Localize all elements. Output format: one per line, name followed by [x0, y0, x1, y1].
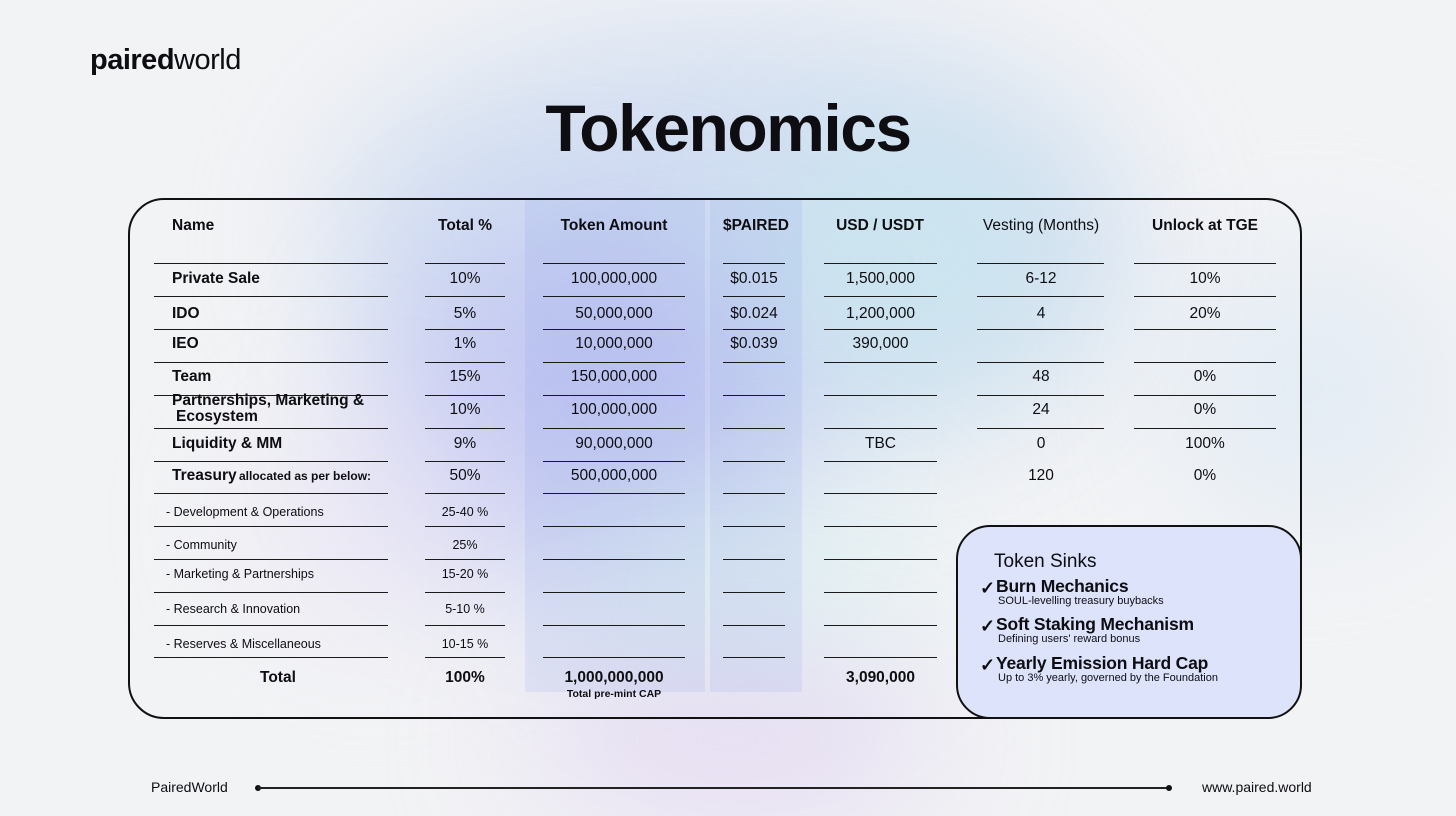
row-vesting: 24	[1032, 401, 1050, 418]
row-divider	[977, 329, 1104, 330]
row-divider	[154, 526, 388, 527]
row-unlock: 20%	[1189, 305, 1221, 322]
header-name: Name	[172, 217, 215, 234]
row-divider	[425, 592, 505, 593]
sink-desc-staking: Defining users' reward bonus	[998, 633, 1141, 645]
row-divider	[723, 428, 785, 429]
treasury-item-name: - Community	[166, 538, 237, 552]
total-pct: 100%	[445, 669, 485, 686]
row-total-pct: 50%	[449, 467, 481, 484]
row-name-line2: Ecosystem	[176, 408, 258, 425]
row-divider	[154, 592, 388, 593]
row-divider	[425, 526, 505, 527]
row-divider	[723, 625, 785, 626]
row-divider	[425, 395, 505, 396]
row-divider	[723, 559, 785, 560]
row-divider	[824, 296, 937, 297]
row-vesting: 4	[1036, 305, 1046, 322]
row-name: Treasury	[172, 467, 237, 484]
row-divider	[543, 592, 685, 593]
row-divider	[723, 296, 785, 297]
row-name: IDO	[172, 305, 200, 322]
row-divider	[723, 362, 785, 363]
sink-heading-staking: Soft Staking Mechanism	[996, 614, 1194, 634]
treasury-item-name: - Development & Operations	[166, 505, 324, 519]
token-sinks-title: Token Sinks	[994, 551, 1097, 572]
row-divider	[543, 526, 685, 527]
row-total-pct: 1%	[453, 335, 477, 352]
row-divider	[154, 625, 388, 626]
sink-desc-emission: Up to 3% yearly, governed by the Foundation	[998, 672, 1218, 684]
row-divider	[154, 329, 388, 330]
row-divider	[723, 493, 785, 494]
row-total-pct: 15%	[449, 368, 481, 385]
row-unlock: 10%	[1189, 270, 1221, 287]
treasury-item-name: - Research & Innovation	[166, 602, 301, 616]
row-divider	[154, 428, 388, 429]
sink-desc-burn: SOUL-levelling treasury buybacks	[998, 595, 1164, 607]
row-divider	[543, 263, 685, 264]
row-token-amount: 500,000,000	[570, 467, 658, 484]
treasury-item-pct: 25-40 %	[441, 505, 489, 519]
row-divider	[543, 329, 685, 330]
row-divider	[154, 263, 388, 264]
row-vesting: 120	[1028, 467, 1054, 484]
row-divider	[824, 395, 937, 396]
treasury-item-pct: 10-15 %	[441, 637, 489, 651]
row-divider	[977, 263, 1104, 264]
row-total-pct: 10%	[449, 270, 481, 287]
row-token-amount: 100,000,000	[570, 270, 658, 287]
row-vesting: 6-12	[1025, 270, 1057, 287]
footer-url[interactable]: www.paired.world	[1202, 779, 1312, 795]
treasury-item-pct: 15-20 %	[441, 567, 489, 581]
row-divider	[154, 559, 388, 560]
footer-dot-right	[1166, 785, 1172, 791]
row-divider	[824, 329, 937, 330]
row-divider	[723, 395, 785, 396]
row-divider	[977, 428, 1104, 429]
row-unlock: 100%	[1185, 435, 1225, 452]
row-token-amount: 90,000,000	[575, 435, 653, 452]
row-divider	[824, 592, 937, 593]
row-divider	[543, 362, 685, 363]
row-token-amount: 150,000,000	[570, 368, 658, 385]
treasury-item-name: - Reserves & Miscellaneous	[166, 637, 321, 651]
row-divider	[977, 362, 1104, 363]
treasury-item-pct: 25%	[452, 538, 478, 552]
row-divider	[543, 559, 685, 560]
sink-heading-burn: Burn Mechanics	[996, 576, 1129, 596]
row-divider	[824, 428, 937, 429]
row-divider	[154, 493, 388, 494]
header-vesting: Vesting (Months)	[982, 217, 1100, 234]
row-divider	[425, 329, 505, 330]
row-divider	[154, 461, 388, 462]
row-name: Team	[172, 368, 212, 385]
header-unlock: Unlock at TGE	[1152, 217, 1258, 234]
row-token-amount: 10,000,000	[575, 335, 653, 352]
header-price: $PAIRED	[722, 217, 790, 234]
row-divider	[1134, 263, 1276, 264]
row-divider	[1134, 296, 1276, 297]
row-token-amount: 50,000,000	[575, 305, 653, 322]
row-name-note: allocated as per below:	[239, 469, 372, 483]
row-divider	[543, 395, 685, 396]
row-divider	[543, 428, 685, 429]
row-divider	[977, 296, 1104, 297]
row-price: $0.039	[730, 335, 778, 352]
row-unlock: 0%	[1193, 467, 1217, 484]
row-usd: 1,200,000	[846, 305, 915, 322]
row-divider	[824, 657, 937, 658]
row-divider	[1134, 329, 1276, 330]
row-divider	[543, 296, 685, 297]
row-divider	[1134, 428, 1276, 429]
row-usd: 1,500,000	[846, 270, 915, 287]
row-price: $0.015	[730, 270, 778, 287]
row-divider	[425, 263, 505, 264]
treasury-item-name: - Marketing & Partnerships	[166, 567, 314, 581]
footer-divider	[258, 787, 1169, 789]
row-divider	[425, 461, 505, 462]
row-divider	[824, 559, 937, 560]
row-name: IEO	[172, 335, 199, 352]
row-divider	[824, 493, 937, 494]
row-usd: TBC	[865, 435, 896, 452]
row-unlock: 0%	[1193, 401, 1217, 418]
row-divider	[543, 625, 685, 626]
page-title: Tokenomics	[545, 91, 911, 165]
row-divider	[824, 263, 937, 264]
row-divider	[824, 526, 937, 527]
row-vesting: 48	[1032, 368, 1050, 385]
check-icon: ✓	[980, 616, 996, 636]
row-total-pct: 10%	[449, 401, 481, 418]
row-divider	[1134, 362, 1276, 363]
row-divider	[543, 461, 685, 462]
row-divider	[425, 428, 505, 429]
row-name: Liquidity & MM	[172, 435, 283, 452]
row-divider	[723, 526, 785, 527]
sink-heading-emission: Yearly Emission Hard Cap	[996, 653, 1209, 673]
row-usd: 390,000	[852, 335, 909, 352]
row-divider	[723, 461, 785, 462]
row-name: Private Sale	[172, 270, 260, 287]
row-divider	[425, 625, 505, 626]
brand-logo: pairedworld	[90, 44, 241, 76]
row-divider	[1134, 395, 1276, 396]
row-divider	[543, 493, 685, 494]
row-divider	[425, 559, 505, 560]
header-token-amount: Token Amount	[560, 217, 668, 234]
total-amount-note: Total pre-mint CAP	[566, 688, 662, 700]
row-unlock: 0%	[1193, 368, 1217, 385]
row-divider	[824, 362, 937, 363]
row-vesting: 0	[1036, 435, 1046, 452]
check-icon: ✓	[980, 578, 996, 598]
header-total-pct: Total %	[438, 217, 492, 234]
row-divider	[723, 657, 785, 658]
total-usd: 3,090,000	[846, 669, 915, 686]
footer-brand: PairedWorld	[151, 779, 228, 795]
header-usd: USD / USDT	[836, 217, 924, 234]
treasury-item-pct: 5-10 %	[445, 602, 485, 616]
row-name-line1: Partnerships, Marketing &	[172, 392, 365, 409]
row-divider	[723, 263, 785, 264]
row-divider	[154, 362, 388, 363]
row-divider	[824, 625, 937, 626]
row-divider	[425, 657, 505, 658]
row-token-amount: 100,000,000	[570, 401, 658, 418]
row-total-pct: 9%	[453, 435, 477, 452]
row-divider	[154, 657, 388, 658]
row-divider	[154, 296, 388, 297]
check-icon: ✓	[980, 655, 996, 675]
row-divider	[723, 329, 785, 330]
row-price: $0.024	[730, 305, 778, 322]
row-divider	[543, 657, 685, 658]
row-divider	[723, 592, 785, 593]
row-divider	[425, 296, 505, 297]
total-amount: 1,000,000,000	[564, 669, 664, 686]
row-divider	[425, 362, 505, 363]
row-total-pct: 5%	[453, 305, 477, 322]
row-divider	[425, 493, 505, 494]
row-divider	[977, 395, 1104, 396]
row-divider	[824, 461, 937, 462]
total-label: Total	[260, 669, 296, 686]
